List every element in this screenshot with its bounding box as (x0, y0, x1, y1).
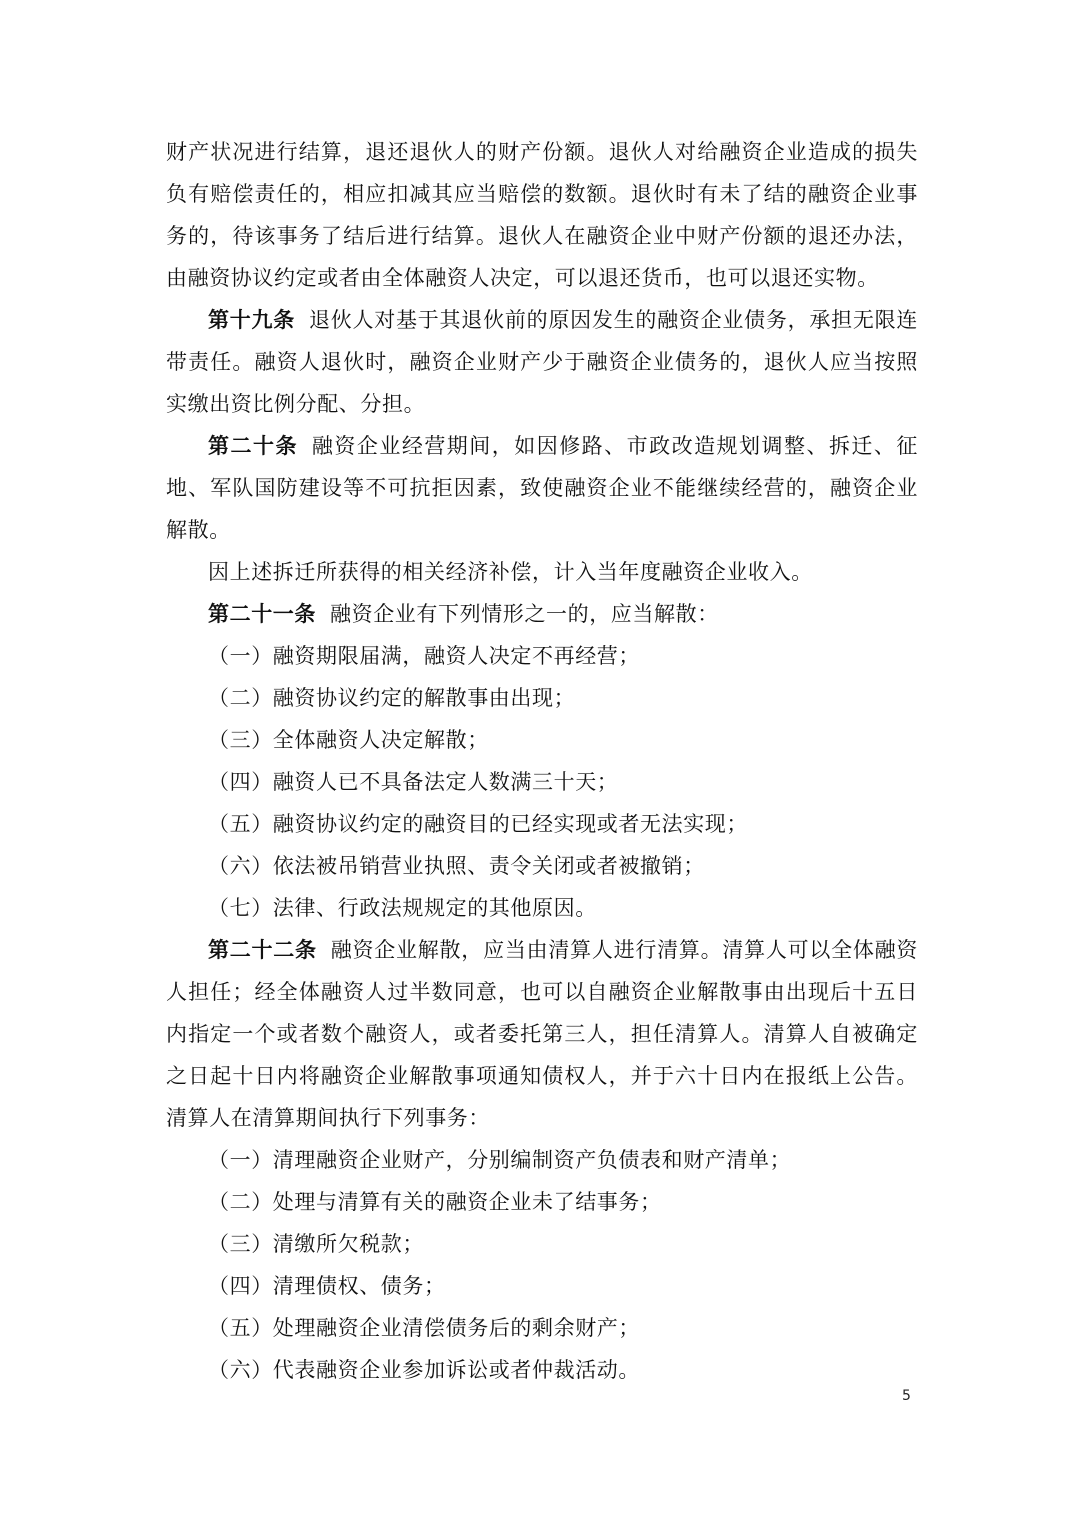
list-item: （六）代表融资企业参加诉讼或者仲裁活动。 (208, 1358, 640, 1382)
article-20-extra: 因上述拆迁所获得的相关经济补偿，计入当年度融资企业收入。 (208, 560, 813, 584)
list-item: （一）清理融资企业财产，分别编制资产负债表和财产清单； (208, 1148, 792, 1172)
list-item: （四）清理债权、债务； (208, 1274, 446, 1298)
list-item: （三）清缴所欠税款； (208, 1232, 424, 1256)
list-item: （五）融资协议约定的融资目的已经实现或者无法实现； (208, 812, 748, 836)
article-20-text: 融资企业经营期间，如因修路、市政改造规划调整、拆迁、征地、军队国防建设等不可抗拒因素，致使融资企业不能继续经营的，融资企业解散。 (166, 434, 918, 542)
article-21-heading: 第二十一条 (208, 602, 316, 626)
article-19-text: 退伙人对基于其退伙前的原因发生的融资企业债务，承担无限连带责任。融资人退伙时，融资企业财产少于融资企业债务的，退伙人应当按照实缴出资比例分配、分担。 (166, 308, 918, 416)
list-item: （二）融资协议约定的解散事由出现； (208, 686, 576, 710)
article-21-text: 融资企业有下列情形之一的，应当解散： (330, 602, 719, 626)
article-20 (166, 425, 918, 551)
list-item: （一）融资期限届满，融资人决定不再经营； (208, 644, 640, 668)
document-body (166, 131, 918, 1391)
list-item: （七）法律、行政法规规定的其他原因。 (208, 896, 597, 920)
page-number: 5 (902, 1388, 911, 1404)
list-item: （五）处理融资企业清偿债务后的剩余财产； (208, 1316, 640, 1340)
list-item: （六）依法被吊销营业执照、责令关闭或者被撤销； (208, 854, 705, 878)
article-19-heading: 第十九条 (208, 308, 296, 332)
article-22 (166, 929, 918, 1139)
list-item: （二）处理与清算有关的融资企业未了结事务； (208, 1190, 662, 1214)
continuation-paragraph: 财产状况进行结算，退还退伙人的财产份额。退伙人对给融资企业造成的损失负有赔偿责任的，相应扣减其应当赔偿的数额。退伙时有未了结的融资企业事务的，待该事务了结后进行结算。退伙人在融资企业中财产份额的退还办法，由融资协议约定或者由全体融资人决定，可以退还货币，也可以退还实物。 (166, 140, 918, 290)
article-20-heading: 第二十条 (208, 434, 298, 458)
article-22-heading: 第二十二条 (208, 938, 317, 962)
article-21 (166, 593, 918, 635)
article-19 (166, 299, 918, 425)
list-item: （四）融资人已不具备法定人数满三十天； (208, 770, 619, 794)
article-22-text: 融资企业解散，应当由清算人进行清算。清算人可以全体融资人担任；经全体融资人过半数同意，也可以自融资企业解散事由出现后十五日内指定一个或者数个融资人，或者委托第三人，担任清算人。清算人自被确定之日起十日内将融资企业解散事项通知债权人，并于六十日内在报纸上公告。清算人在清算期间执行下列事务： (166, 938, 919, 1130)
list-item: （三）全体融资人决定解散； (208, 728, 489, 752)
